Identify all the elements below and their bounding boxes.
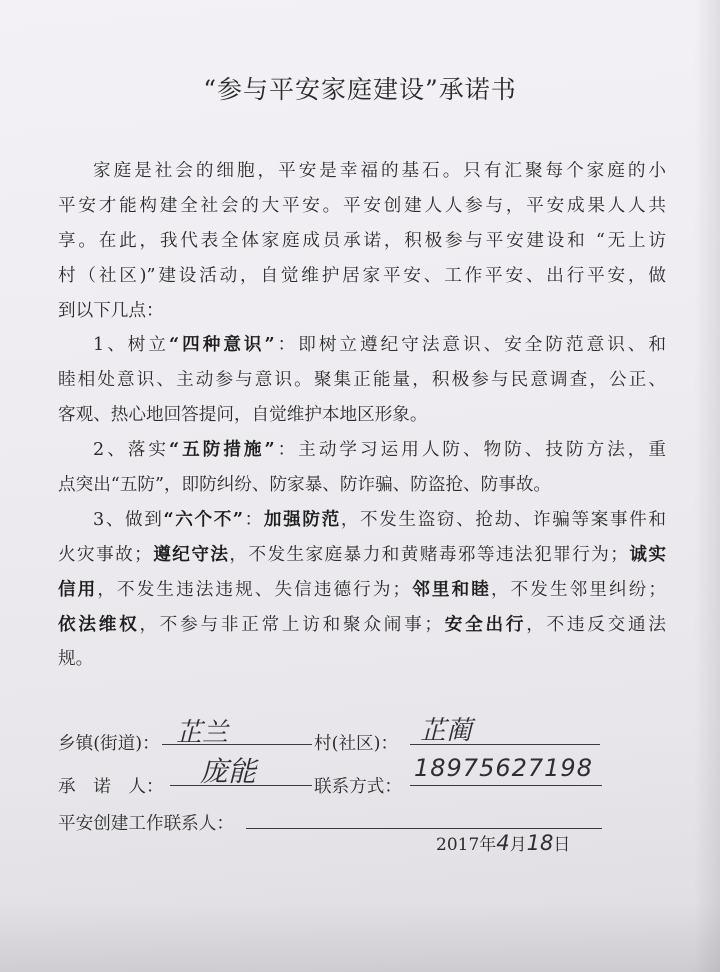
item1-text-1: ：即树立遵纪守法意识、安全防范意识、和	[274, 335, 666, 356]
item1-line-2: 睦相处意识、主动参与意识。聚集正能量，积极参与民意调查，公正、	[58, 370, 666, 391]
intro-line-5: 到以下几点：	[58, 300, 164, 321]
item3-heading: “六个不”	[163, 508, 244, 530]
item2-prefix: 2、落实	[93, 440, 169, 461]
intro-line-3: 享。在此，我代表全体家庭成员承诺，积极参与平安建设和 “无上访	[58, 230, 666, 251]
village-handwritten: 芷蔺	[420, 716, 473, 746]
item3-line-2	[58, 538, 666, 573]
item3-point-6: 安全出行	[442, 613, 527, 635]
item2-heading: “五防措施”	[169, 439, 275, 461]
intro-line-2: 平安才能构建全社会的大平安。平安创建人人参与，平安成果人人共	[58, 195, 666, 216]
document-body	[58, 154, 666, 677]
item3-text-4b: ，不违反交通法	[526, 614, 666, 635]
date-day-label: 日	[553, 835, 571, 855]
village-label: 村(社区)：	[314, 734, 399, 754]
item3-text-3a: ，不发生违法违规、失信违德行为；	[97, 579, 411, 600]
item3-point-1: 加强防范	[263, 508, 341, 530]
township-handwritten: 芷兰	[176, 718, 229, 748]
item3-text-2a: 火灾事故；	[58, 544, 152, 565]
item3-point-2: 遵纪守法	[151, 543, 230, 565]
intro-line-1: 家庭是社会的细胞，平安是幸福的基石。只有汇聚每个家庭的小	[93, 161, 666, 181]
item3-text-1: ，不发生盗窃、抢劫、诈骗等案事件和	[340, 509, 666, 530]
item3-point-4: 邻里和睦	[410, 578, 491, 600]
contact-handwritten: 18975627198	[414, 754, 593, 782]
item3-line-4	[58, 608, 666, 643]
liaison-field[interactable]	[246, 806, 602, 829]
signing-date	[436, 830, 570, 855]
document-title: “参与平安家庭建设”承诺书	[203, 75, 517, 104]
liaison-label: 平安创建工作联系人：	[58, 814, 234, 834]
item3-point-3b: 信用	[58, 578, 98, 600]
township-label: 乡镇(街道)：	[58, 734, 160, 754]
date-month-label: 月	[509, 835, 527, 855]
date-year: 2017年	[436, 835, 497, 855]
item3-text-4a: ，不参与非正常上访和聚众闹事；	[139, 614, 443, 635]
page-edge-shadow	[694, 0, 720, 972]
item2-line-1	[58, 433, 666, 468]
item1-line-3: 客观、热心地回答提问，自觉维护本地区形象。	[58, 405, 428, 426]
item3-text-3b: ，不发生邻里纠纷；	[490, 579, 666, 600]
contact-label: 联系方式：	[314, 777, 402, 797]
item3-colon: ：	[243, 509, 264, 530]
page-bottom-shadow	[0, 902, 720, 972]
item1-prefix: 1、树立	[93, 335, 169, 356]
item3-line-5: 规。	[58, 649, 94, 670]
promisor-label: 承 诺 人：	[58, 777, 164, 797]
item3-line-3	[58, 573, 666, 608]
date-day-handwritten: 18	[526, 831, 554, 855]
intro-line-4: 村（社区)”建设活动，自觉维护居家平安、工作平安、出行平安，做	[58, 265, 666, 286]
item2-text-1: ：主动学习运用人防、物防、技防方法，重	[274, 440, 666, 461]
item3-point-5: 依法维权	[58, 613, 140, 635]
date-month-handwritten: 4	[496, 831, 510, 855]
promisor-signature: 庞能	[200, 755, 257, 788]
item3-point-3a: 诚实	[627, 543, 666, 565]
item3-text-2b: ，不发生家庭暴力和黄赌毒邪等违法犯罪行为；	[229, 544, 628, 565]
item3-line-1	[58, 503, 666, 538]
item2-line-2: 点突出“五防”，即防纠纷、防家暴、防诈骗、防盗抢、防事故。	[58, 475, 552, 496]
item1-heading: “四种意识”	[169, 334, 275, 356]
item1-line-1	[58, 328, 666, 363]
item3-prefix: 3、做到	[93, 509, 164, 530]
